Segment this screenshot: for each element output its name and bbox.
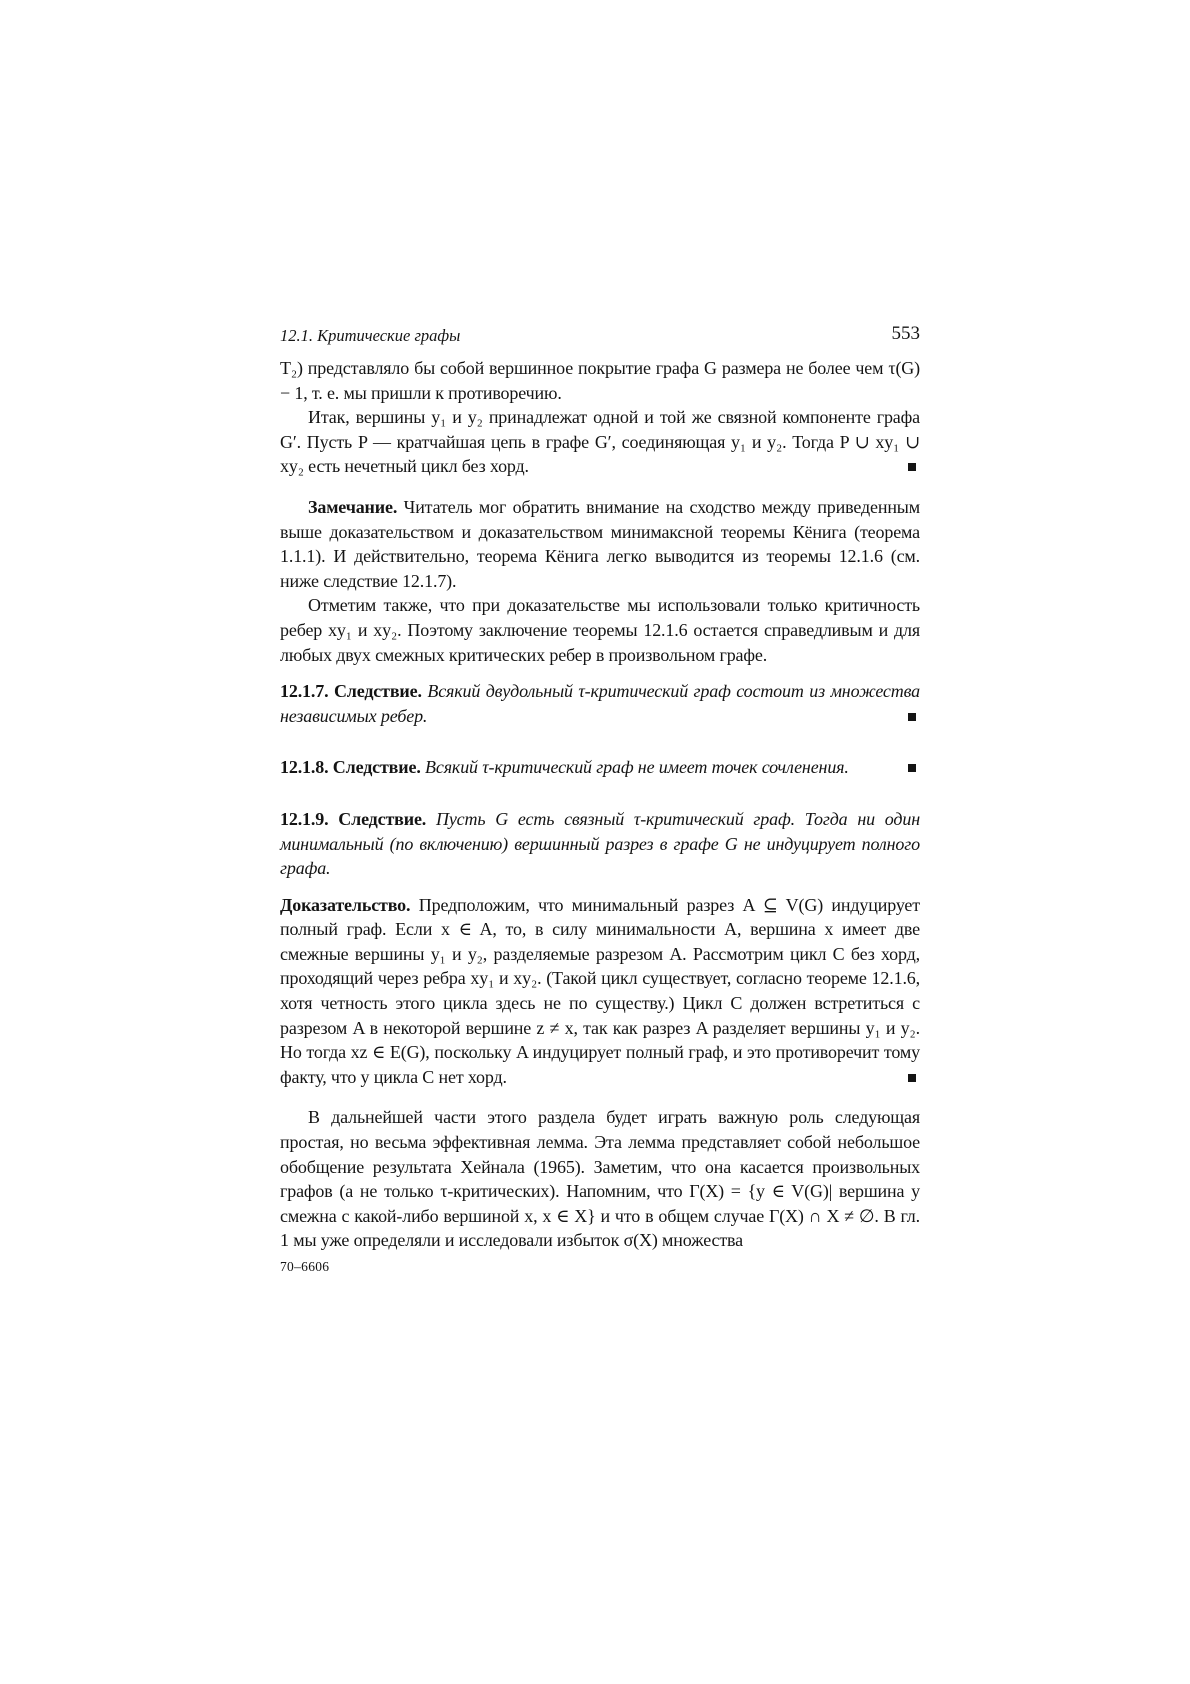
running-head (280, 323, 920, 356)
page-number: 553 (891, 323, 920, 344)
qed-mark-icon (908, 713, 916, 721)
corollary-label: 12.1.9. Следствие. (280, 808, 427, 829)
closing-paragraph: В дальнейшей части этого раздела будет играть важную роль следующая простая, но весьма эффективная лемма. Эта лемма представляет собой небольшое обобщение результата Хейнала (1965). Заметим, что она касается произвольных графов (а не только τ-критических). Напомним, что Γ(X) = {y ∈ V(G)| вершина y смежна с какой-либо вершиной x, x ∈ X} и что в общем случае Γ(X) ∩ X ≠ ∅. В гл. 1 мы уже определяли и исследовали избыток σ(X) множества (280, 1107, 920, 1251)
paragraph-odd-cycle (280, 405, 920, 479)
paragraph-continuation: T₂) представляло бы собой вершинное покрытие графа G размера не более чем τ(G) − 1, т. е. мы пришли к противоречию. (280, 358, 920, 403)
corollary-text: Всякий τ-критический граф не имеет точек сочленения. (425, 757, 849, 778)
remark-text: Читатель мог обратить внимание на сходство между приведенным выше доказательством и доказательством минимаксной теоремы Кёнига (теорема 1.1.1). И действительно, теорема Кёнига легко выводится из теоремы 12.1.6 (см. ниже следствие 12.1.7). (280, 496, 920, 591)
paragraph-odd-cycle-text: Итак, вершины y₁ и y₂ принадлежат одной и той же связной компоненте графа G′. Пусть P — кратчайшая цепь в графе G′, соединяющая y₁ и y₂. Тогда P ∪ xy₁ ∪ xy₂ есть нечетный цикл без хорд. (280, 407, 920, 477)
remark-paragraph (280, 495, 920, 593)
corollary-12-1-9 (280, 807, 920, 881)
proof-text: Предположим, что минимальный разрез A ⊆ V(G) индуцирует полный граф. Если x ∈ A, то, в силу минимальности A, вершина x имеет две смежные вершины y₁ и y₂, разделяемые разрезом A. Рассмотрим цикл C без хорд, проходящий через ребра xy₁ и xy₂. (Такой цикл существует, согласно теореме 12.1.6, хотя четность этого цикла здесь не по существу.) Цикл C должен встретиться с разрезом A в некоторой вершине z ≠ x, так как разрез A разделяет вершины y₁ и y₂. Но тогда xz ∈ E(G), поскольку A индуцирует полный граф, и это противоречит тому факту, что у цикла C нет хорд. (280, 894, 920, 1087)
book-page (280, 323, 921, 1275)
qed-mark-icon (908, 463, 916, 471)
page-text (280, 356, 920, 1253)
corollary-text: Пусть G есть связный τ-критический граф. Тогда ни один минимальный (по включению) вершинный разрез в графе G не индуцирует полного графа. (280, 808, 920, 879)
printer-signature: 70–6606 (280, 1259, 330, 1274)
remark-label: Замечание. (308, 496, 398, 517)
corollary-label: 12.1.7. Следствие. (280, 681, 422, 702)
corollary-label: 12.1.8. Следствие. (280, 757, 421, 778)
remark-followup: Отметим также, что при доказательстве мы использовали только критичность ребер xy₁ и xy₂. Поэтому заключение теоремы 12.1.6 остается справедливым и для любых двух смежных критических ребер в произвольном графе. (280, 595, 920, 665)
qed-mark-icon (908, 764, 916, 772)
section-title: 12.1. Критические графы (280, 326, 461, 345)
proof-paragraph (280, 893, 920, 1090)
corollary-text: Всякий двудольный τ-критический граф состоит из множества независимых ребер. (280, 681, 921, 726)
qed-mark-icon (908, 1074, 916, 1082)
proof-label: Доказательство. (280, 894, 411, 915)
corollary-12-1-7 (280, 679, 920, 728)
corollary-12-1-8 (280, 755, 920, 780)
